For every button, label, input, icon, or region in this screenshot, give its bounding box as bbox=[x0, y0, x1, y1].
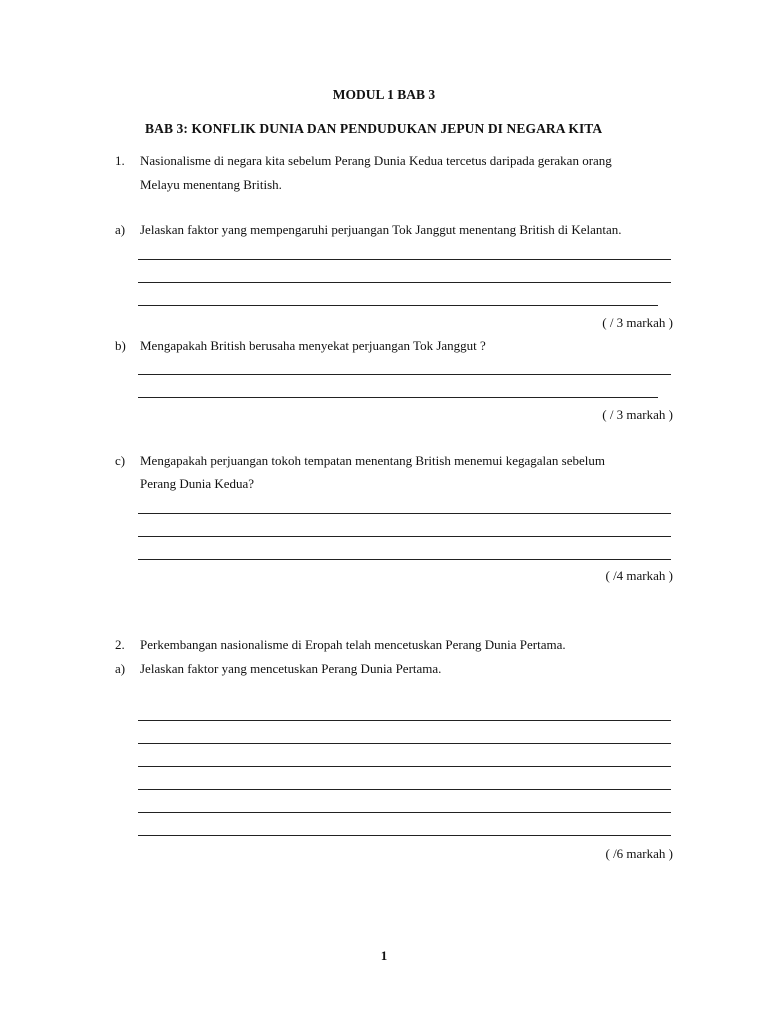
chapter-heading: BAB 3: KONFLIK DUNIA DAN PENDUDUKAN JEPUN DI NEGARA KITA bbox=[145, 121, 603, 136]
answer-line[interactable] bbox=[138, 397, 658, 398]
answer-line[interactable] bbox=[138, 766, 671, 767]
question-1-text-line1: Nasionalisme di negara kita sebelum Perang Dunia Kedua tercetus daripada gerakan orang bbox=[140, 153, 612, 168]
question-2a-text: Jelaskan faktor yang mencetuskan Perang Dunia Pertama. bbox=[140, 661, 442, 676]
question-2-number: 2. bbox=[115, 637, 125, 652]
answer-line[interactable] bbox=[138, 835, 671, 836]
question-1a-text: Jelaskan faktor yang mempengaruhi perjuangan Tok Janggut menentang British di Kelantan. bbox=[140, 222, 622, 237]
question-1-number: 1. bbox=[115, 153, 125, 168]
answer-line[interactable] bbox=[138, 720, 671, 721]
question-2a-marks: ( /6 markah ) bbox=[605, 846, 673, 861]
page-number: 1 bbox=[380, 948, 388, 963]
question-1c-marks: ( /4 markah ) bbox=[605, 568, 673, 583]
question-1c-text-line1: Mengapakah perjuangan tokoh tempatan menentang British menemui kegagalan sebelum bbox=[140, 453, 605, 468]
answer-line[interactable] bbox=[138, 374, 671, 375]
question-1c-label: c) bbox=[115, 453, 126, 468]
question-1b-text: Mengapakah British berusaha menyekat perjuangan Tok Janggut ? bbox=[140, 338, 486, 353]
question-1b-marks: ( / 3 markah ) bbox=[602, 407, 673, 422]
question-1b-label: b) bbox=[115, 338, 126, 353]
question-1a-marks: ( / 3 markah ) bbox=[602, 315, 673, 330]
answer-line[interactable] bbox=[138, 559, 671, 560]
document-title: MODUL 1 BAB 3 bbox=[332, 87, 436, 102]
answer-line[interactable] bbox=[138, 513, 671, 514]
answer-line[interactable] bbox=[138, 743, 671, 744]
question-1c-text-line2: Perang Dunia Kedua? bbox=[140, 476, 255, 491]
answer-line[interactable] bbox=[138, 812, 671, 813]
answer-line[interactable] bbox=[138, 789, 671, 790]
question-2-text: Perkembangan nasionalisme di Eropah telah mencetuskan Perang Dunia Pertama. bbox=[140, 637, 566, 652]
question-2a-label: a) bbox=[115, 661, 126, 676]
answer-line[interactable] bbox=[138, 536, 671, 537]
question-1-text-line2: Melayu menentang British. bbox=[140, 177, 282, 192]
answer-line[interactable] bbox=[138, 305, 658, 306]
answer-line[interactable] bbox=[138, 282, 671, 283]
answer-line[interactable] bbox=[138, 259, 671, 260]
question-1a-label: a) bbox=[115, 222, 126, 237]
